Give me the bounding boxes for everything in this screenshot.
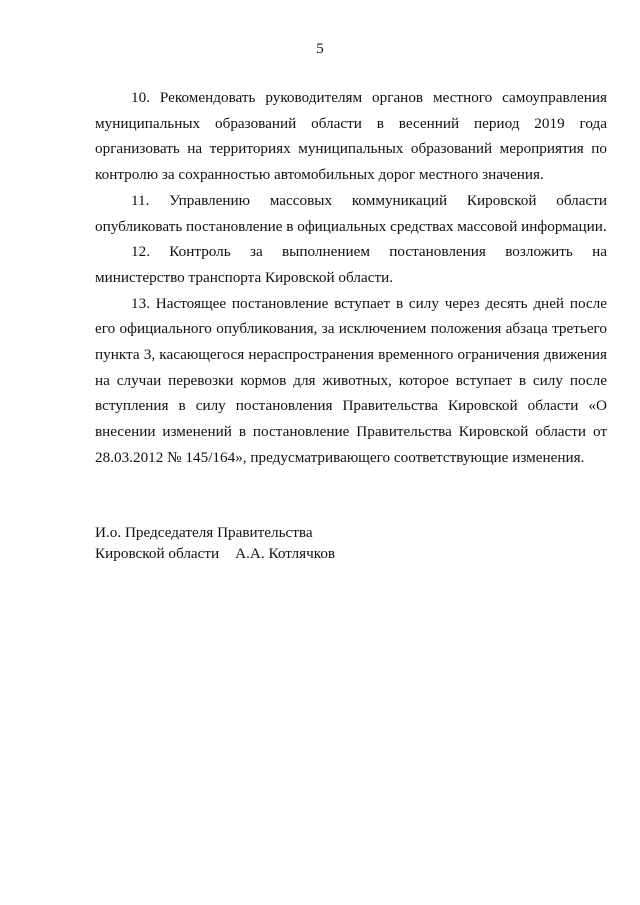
- paragraph-13: 13. Настоящее постановление вступает в силу через десять дней после его официального опубликования, за исключением положения абзаца третьего пункта 3, касающегося нераспространения временного ограничения движения на случаи перевозки кормов для животных, которое вступает в силу после вступления в силу постановления Правительства Кировской области «О внесении изменений в постановление Правительства Кировской области от 28.03.2012 № 145/164», предусматривающего соответствующие изменения.: [95, 294, 607, 466]
- page-number: 5: [316, 41, 324, 57]
- signature-position-line-1: И.о. Председателя Правительства: [95, 524, 313, 541]
- signature-name: А.А. Котлячков: [235, 545, 336, 562]
- signature-position-line-2: [95, 543, 335, 564]
- paragraph-10: 10. Рекомендовать руководителям органов местного самоуправления муниципальных образований области в весенний период 2019 года организовать на территориях муниципальных образований мероприятия по контролю за сохранностью автомобильных дорог местного значения.: [95, 89, 607, 184]
- signature-block: [95, 522, 335, 564]
- signature-region: Кировской области: [95, 545, 220, 562]
- document-body: [95, 85, 607, 471]
- paragraph-11: 11. Управлению массовых коммуникаций Кировской области опубликовать постановление в официальных средствах массовой информации.: [95, 191, 607, 235]
- paragraph-12: 12. Контроль за выполнением постановления возложить на министерство транспорта Кировской области.: [95, 243, 607, 286]
